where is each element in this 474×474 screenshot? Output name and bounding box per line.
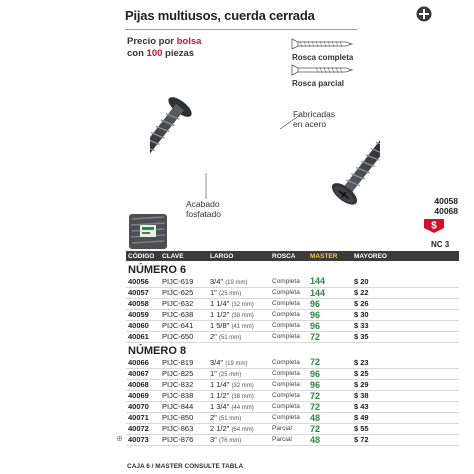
cell-code: 40066 (126, 357, 160, 368)
page-title: Pijas multiusos, cuerda cerrada (125, 8, 315, 23)
cell-thread: Parcial (270, 434, 308, 445)
cell-master: 96 (308, 368, 352, 379)
group-title: NÚMERO 6 (128, 263, 187, 276)
cell-thread: Completa (270, 331, 308, 342)
length-mm: (19 mm) (225, 360, 248, 367)
cell-master: 96 (308, 309, 352, 320)
table-row (126, 423, 459, 434)
cell-code: 40069 (126, 390, 160, 401)
cell-master: 48 (308, 434, 352, 445)
length-inches: 1 1/4" (210, 299, 230, 308)
table-row (126, 287, 459, 298)
cell-price: $ 23 (352, 357, 459, 368)
thread-partial-label: Rosca parcial (292, 79, 345, 88)
title-divider (125, 29, 357, 30)
length-mm: (25 mm) (218, 291, 242, 297)
cell-code: 40061 (126, 331, 160, 342)
product-bag-image (128, 213, 168, 250)
length-mm: (32 mm) (231, 383, 254, 389)
cell-master: 72 (308, 423, 352, 434)
footer-note: CAJA 6 / MASTER CONSULTE TABLA (127, 463, 244, 470)
length-mm: (25 mm) (218, 372, 242, 378)
table-row (126, 368, 459, 379)
cell-price: $ 20 (352, 276, 459, 287)
length-mm: (38 mm) (231, 394, 254, 400)
cell-length (208, 412, 270, 423)
length-inches: 1 1/2" (210, 310, 230, 319)
table-group-row (126, 342, 459, 357)
cell-thread: Completa (270, 287, 308, 298)
length-inches: 1 1/4" (210, 380, 230, 389)
cell-length (208, 331, 270, 342)
length-inches: 2" (210, 413, 217, 422)
length-inches: 1" (210, 369, 217, 378)
table-body (126, 261, 459, 445)
cell-length (208, 434, 270, 445)
length-inches: 1 1/2" (210, 391, 230, 400)
cell-master: 72 (308, 401, 352, 412)
cell-length (208, 298, 270, 309)
table-header-row (126, 251, 459, 261)
cell-price: $ 22 (352, 287, 459, 298)
cell-key: PIJC-819 (160, 357, 208, 368)
cell-master: 72 (308, 390, 352, 401)
length-mm: (51 mm) (218, 416, 242, 422)
length-mm: (41 mm) (231, 324, 254, 330)
cell-length (208, 357, 270, 368)
price-table (126, 251, 459, 446)
header-thread: ROSCA (270, 251, 308, 261)
cell-length (208, 401, 270, 412)
screw-partial-thread-icon (290, 62, 354, 78)
svg-text:$: $ (431, 220, 437, 232)
length-inches: 3" (210, 435, 217, 444)
cell-master: 96 (308, 320, 352, 331)
cell-price: $ 30 (352, 309, 459, 320)
cell-master: 48 (308, 412, 352, 423)
cell-master: 144 (308, 287, 352, 298)
table-row (126, 401, 459, 412)
table-row (126, 320, 459, 331)
nc-label: NC 3 (431, 240, 450, 249)
table-row (126, 276, 459, 287)
table-row (126, 309, 459, 320)
length-mm: (64 mm) (231, 427, 254, 433)
thread-partial-illustration (290, 62, 370, 88)
screw-full-thread-icon (290, 36, 354, 52)
length-inches: 1 3/4" (210, 402, 230, 411)
cell-thread: Completa (270, 298, 308, 309)
cell-code: 40058 (126, 298, 160, 309)
length-mm: (38 mm) (231, 313, 254, 319)
cell-length (208, 423, 270, 434)
cell-price: $ 29 (352, 379, 459, 390)
cell-price: $ 35 (352, 331, 459, 342)
length-inches: 2" (210, 332, 217, 341)
cell-master: 72 (308, 357, 352, 368)
cell-price: $ 25 (352, 368, 459, 379)
cell-length (208, 320, 270, 331)
cell-price: $ 55 (352, 423, 459, 434)
length-mm: (44 mm) (231, 405, 254, 411)
cell-thread: Completa (270, 379, 308, 390)
cell-thread: Completa (270, 309, 308, 320)
table-row (126, 331, 459, 342)
table-row (126, 434, 459, 445)
cell-code: 40071 (126, 412, 160, 423)
cell-key: PIJC-863 (160, 423, 208, 434)
length-inches: 3/4" (210, 276, 224, 286)
cell-thread: Completa (270, 390, 308, 401)
cell-thread: Completa (270, 357, 308, 368)
cell-code: 40067 (126, 368, 160, 379)
length-mm: (76 mm) (218, 438, 242, 444)
length-inches: 1" (210, 288, 217, 297)
cell-key: PIJC-619 (160, 276, 208, 287)
cell-key: PIJC-844 (160, 401, 208, 412)
cell-code: 40068 (126, 379, 160, 390)
length-mm: (19 mm) (225, 279, 248, 286)
cell-code: 40072 (126, 423, 160, 434)
cell-thread: Completa (270, 368, 308, 379)
cell-thread: Completa (270, 401, 308, 412)
cell-key: PIJC-838 (160, 390, 208, 401)
header-master: MASTER (308, 251, 352, 261)
cell-length (208, 309, 270, 320)
length-inches: 1 5/8" (210, 321, 230, 330)
callout-material: Fabricadas en acero (293, 109, 336, 129)
cell-key: PIJC-625 (160, 287, 208, 298)
table-group-row (126, 261, 459, 276)
cell-master: 72 (308, 331, 352, 342)
cell-key: PIJC-638 (160, 309, 208, 320)
cell-code: 40060 (126, 320, 160, 331)
screws-product-image (150, 95, 380, 215)
cell-length (208, 276, 270, 287)
cell-price: $ 33 (352, 320, 459, 331)
cell-key: PIJC-850 (160, 412, 208, 423)
cell-key: PIJC-641 (160, 320, 208, 331)
target-icon: ⊕ (116, 434, 123, 443)
cell-code: 40073 (126, 434, 160, 445)
cell-price: $ 38 (352, 390, 459, 401)
cell-master: 96 (308, 379, 352, 390)
thread-full-label: Rosca completa (292, 53, 354, 62)
cell-length (208, 379, 270, 390)
header-code: CÓDIGO (126, 251, 160, 261)
price-note: Precio por bolsa con 100 piezas (127, 36, 202, 59)
cell-code: 40056 (126, 276, 160, 287)
table-row (126, 379, 459, 390)
header-price: MAYOREO (352, 251, 459, 261)
table-row (126, 357, 459, 368)
length-inches: 2 1/2" (210, 424, 230, 433)
cell-price: $ 43 (352, 401, 459, 412)
thread-full-illustration (290, 36, 370, 62)
cell-key: PIJC-825 (160, 368, 208, 379)
table-row (126, 412, 459, 423)
cell-length (208, 287, 270, 298)
length-mm: (51 mm) (218, 335, 242, 341)
featured-codes: 40058 40068 (434, 196, 458, 216)
group-title: NÚMERO 8 (128, 344, 187, 357)
callout-finish: Acabado fosfatado (186, 199, 221, 219)
header-length: LARGO (208, 251, 270, 261)
header-key: CLAVE (160, 251, 208, 261)
cell-code: 40070 (126, 401, 160, 412)
cell-length (208, 390, 270, 401)
dollar-badge-icon (423, 218, 445, 234)
cell-price: $ 72 (352, 434, 459, 445)
cell-price: $ 49 (352, 412, 459, 423)
cell-key: PIJC-650 (160, 331, 208, 342)
cell-key: PIJC-832 (160, 379, 208, 390)
cell-master: 144 (308, 276, 352, 287)
cell-thread: Completa (270, 320, 308, 331)
cell-code: 40057 (126, 287, 160, 298)
table-row (126, 390, 459, 401)
cell-price: $ 26 (352, 298, 459, 309)
cell-key: PIJC-876 (160, 434, 208, 445)
cell-code: 40059 (126, 309, 160, 320)
cell-thread: Parcial (270, 423, 308, 434)
cell-master: 96 (308, 298, 352, 309)
length-mm: (32 mm) (231, 302, 254, 308)
table-row (126, 298, 459, 309)
cell-thread: Completa (270, 276, 308, 287)
length-inches: 3/4" (210, 357, 224, 367)
cell-thread: Completa (270, 412, 308, 423)
phillips-head-icon (416, 6, 432, 22)
cell-length (208, 368, 270, 379)
cell-key: PIJC-632 (160, 298, 208, 309)
